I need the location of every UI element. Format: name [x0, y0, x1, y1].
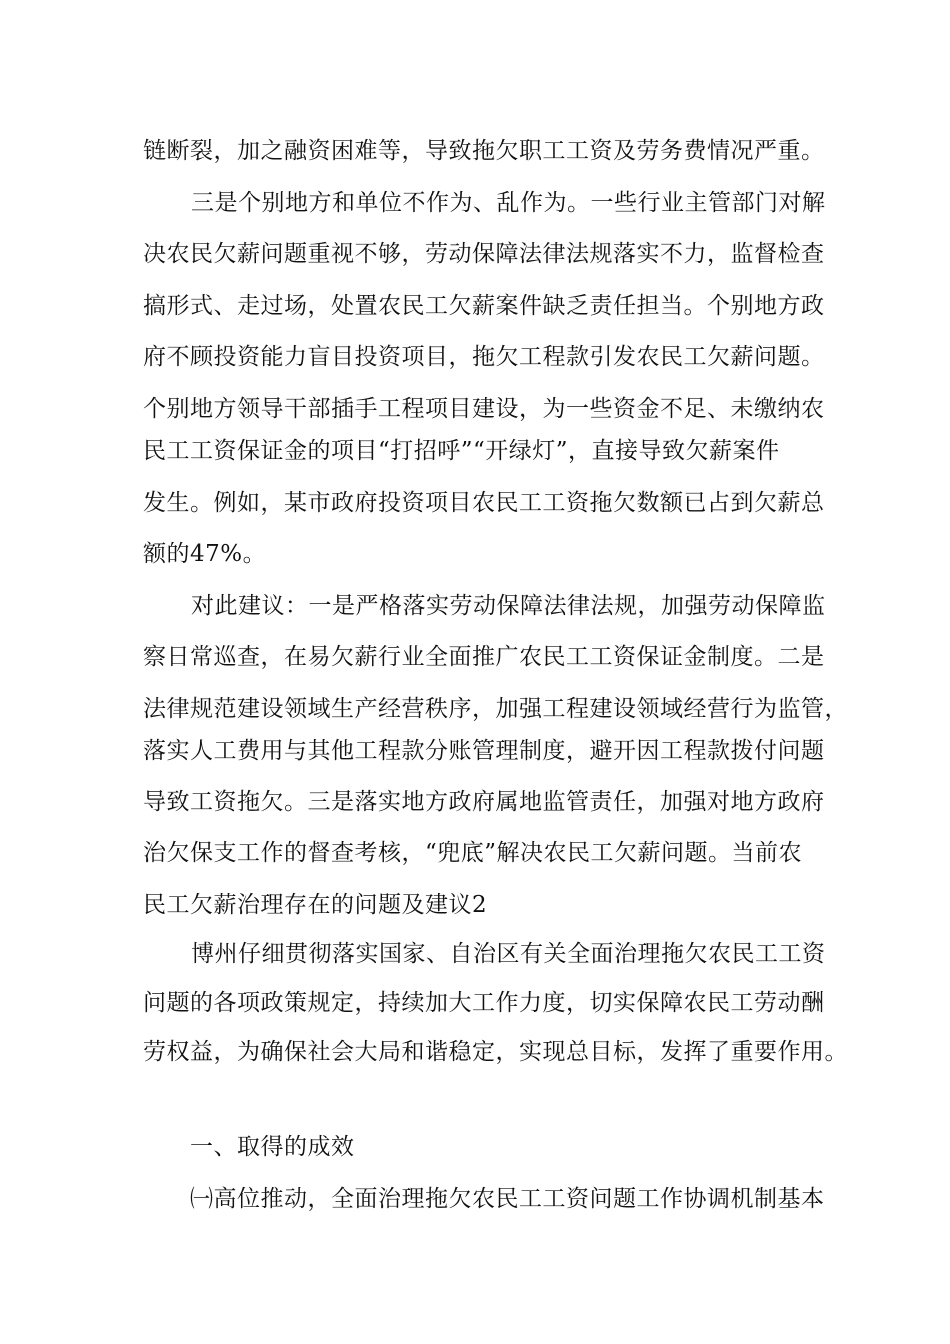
paragraph-first-line: 三是个别地方和单位不作为、乱作为。一些行业主管部门对解: [191, 190, 826, 216]
text-line: 额的47%。: [143, 541, 267, 567]
text-line: 民工工资保证金的项目“打招呼”“开绿灯”，直接导致欠薪案件: [143, 438, 780, 464]
text-line: 问题的各项政策规定，持续加大工作力度，切实保障农民工劳动酬: [143, 990, 825, 1016]
paragraph-first-line: 对此建议：一是严格落实劳动保障法律法规，加强劳动保障监: [191, 593, 826, 619]
paragraph-first-line: 博州仔细贯彻落实国家、自治区有关全面治理拖欠农民工工资: [191, 941, 826, 967]
text-line: 链断裂，加之融资困难等，导致拖欠职工工资及劳务费情况严重。: [143, 138, 825, 164]
text-line: 治欠保支工作的督查考核，“兜底”解决农民工欠薪问题。当前农: [143, 840, 803, 866]
text-line: 发生。例如，某市政府投资项目农民工工资拖欠数额已占到欠薪总: [143, 490, 825, 516]
text-line: 察日常巡查，在易欠薪行业全面推广农民工工资保证金制度。二是: [143, 644, 825, 670]
text-line: 个别地方领导干部插手工程项目建设，为一些资金不足、未缴纳农: [143, 396, 825, 422]
subsection-heading: ㈠高位推动，全面治理拖欠农民工工资问题工作协调机制基本: [190, 1186, 825, 1212]
text-line: 劳权益，为确保社会大局和谐稳定，实现总目标，发挥了重要作用。: [143, 1039, 848, 1065]
text-line: 搞形式、走过场，处置农民工欠薪案件缺乏责任担当。个别地方政: [143, 293, 825, 319]
text-line: 决农民欠薪问题重视不够，劳动保障法律法规落实不力，监督检查: [143, 241, 825, 267]
text-line: 民工欠薪治理存在的问题及建议2: [143, 892, 488, 918]
text-line: 府不顾投资能力盲目投资项目，拖欠工程款引发农民工欠薪问题。: [143, 344, 825, 370]
section-heading: 一、取得的成效: [190, 1134, 355, 1160]
text-line: 法律规范建设领域生产经营秩序，加强工程建设领域经营行为监管，: [143, 696, 848, 722]
text-line: 落实人工费用与其他工程款分账管理制度，避开因工程款拨付问题: [143, 738, 825, 764]
text-line: 导致工资拖欠。三是落实地方政府属地监管责任，加强对地方政府: [143, 789, 825, 815]
